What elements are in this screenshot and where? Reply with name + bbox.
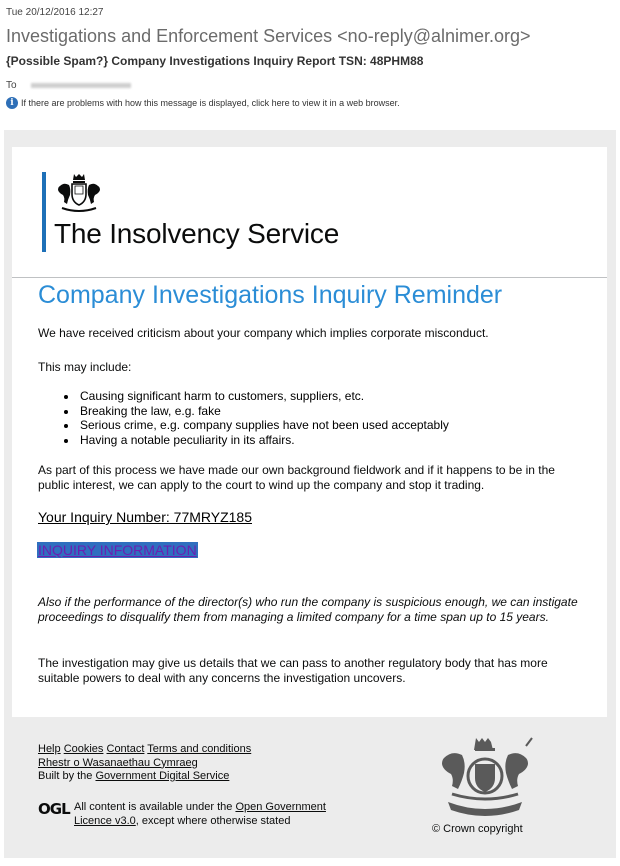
crown-copyright: © Crown copyright [432, 823, 523, 835]
recipient-redacted [31, 83, 131, 88]
footer-link-contact[interactable]: Contact [106, 743, 145, 755]
email-date: Tue 20/12/2016 12:27 [6, 7, 104, 18]
list-item: • Serious crime, e.g. company supplies have not been used acceptably [78, 418, 449, 433]
process-text: As part of this process we have made our own background fieldwork and if it happens to be in the public interest, we can apply to the court to wind up the company and stop it trading. [38, 463, 555, 492]
to-label: To [6, 80, 17, 91]
email-header [0, 0, 620, 118]
ogl-logo: OGL [38, 800, 70, 818]
list-item: • Having a notable peculiarity in its affairs. [78, 433, 449, 448]
ogl-suffix: , except where otherwise stated [135, 814, 291, 827]
royal-crest-icon [52, 172, 106, 216]
header-divider [12, 277, 607, 278]
built-by-text: Built by the [38, 770, 93, 782]
footer-link-terms[interactable]: Terms and conditions [147, 743, 252, 755]
list-item: • Breaking the law, e.g. fake [78, 404, 449, 419]
footer-link-cookies[interactable]: Cookies [63, 743, 104, 755]
may-include-text: This may include: [38, 360, 132, 374]
display-info-bar[interactable] [6, 97, 400, 109]
directors-text: Also if the performance of the director(s) who run the company is suspicious enough, we can instigate proceedings to disqualify them from managing a limited company for a time span up to 15 years. [38, 595, 578, 624]
email-to-row [6, 80, 131, 91]
inquiry-number: Your Inquiry Number: 77MRYZ185 [38, 509, 252, 525]
gds-link[interactable]: Government Digital Service [95, 770, 230, 782]
email-sender[interactable]: Investigations and Enforcement Services <no-reply@alnimer.org> [6, 26, 531, 46]
display-info-text[interactable]: If there are problems with how this message is displayed, click here to view it in a web browser. [21, 98, 400, 108]
inquiry-information-link[interactable]: INQUIRY INFORMATION [38, 542, 197, 558]
brand-name: The Insolvency Service [54, 218, 340, 249]
info-icon: i [6, 97, 18, 109]
brand-bar [42, 172, 46, 252]
footer-link-welsh[interactable]: Rhestr o Wasanaethau Cymraeg [38, 756, 198, 769]
page-title: Company Investigations Inquiry Reminder [38, 281, 503, 309]
intro-text: We have received criticism about your company which implies corporate misconduct. [38, 326, 489, 340]
list-item: • Causing significant harm to customers, suppliers, etc. [78, 389, 449, 404]
royal-crest-icon [430, 736, 540, 822]
investigation-text: The investigation may give us details that we can pass to another regulatory body that has more suitable powers to deal with any concerns the investigation uncovers. [38, 656, 548, 685]
ogl-licence-link[interactable]: Open Government Licence v3.0 [74, 801, 326, 827]
ogl-licence-text [74, 801, 354, 828]
footer-links [38, 743, 308, 784]
ogl-prefix: All content is available under the [74, 801, 233, 813]
misconduct-list [38, 389, 449, 447]
email-subject: {Possible Spam?} Company Investigations Inquiry Report TSN: 48PHM88 [6, 54, 424, 68]
footer-link-help[interactable]: Help [38, 743, 61, 755]
